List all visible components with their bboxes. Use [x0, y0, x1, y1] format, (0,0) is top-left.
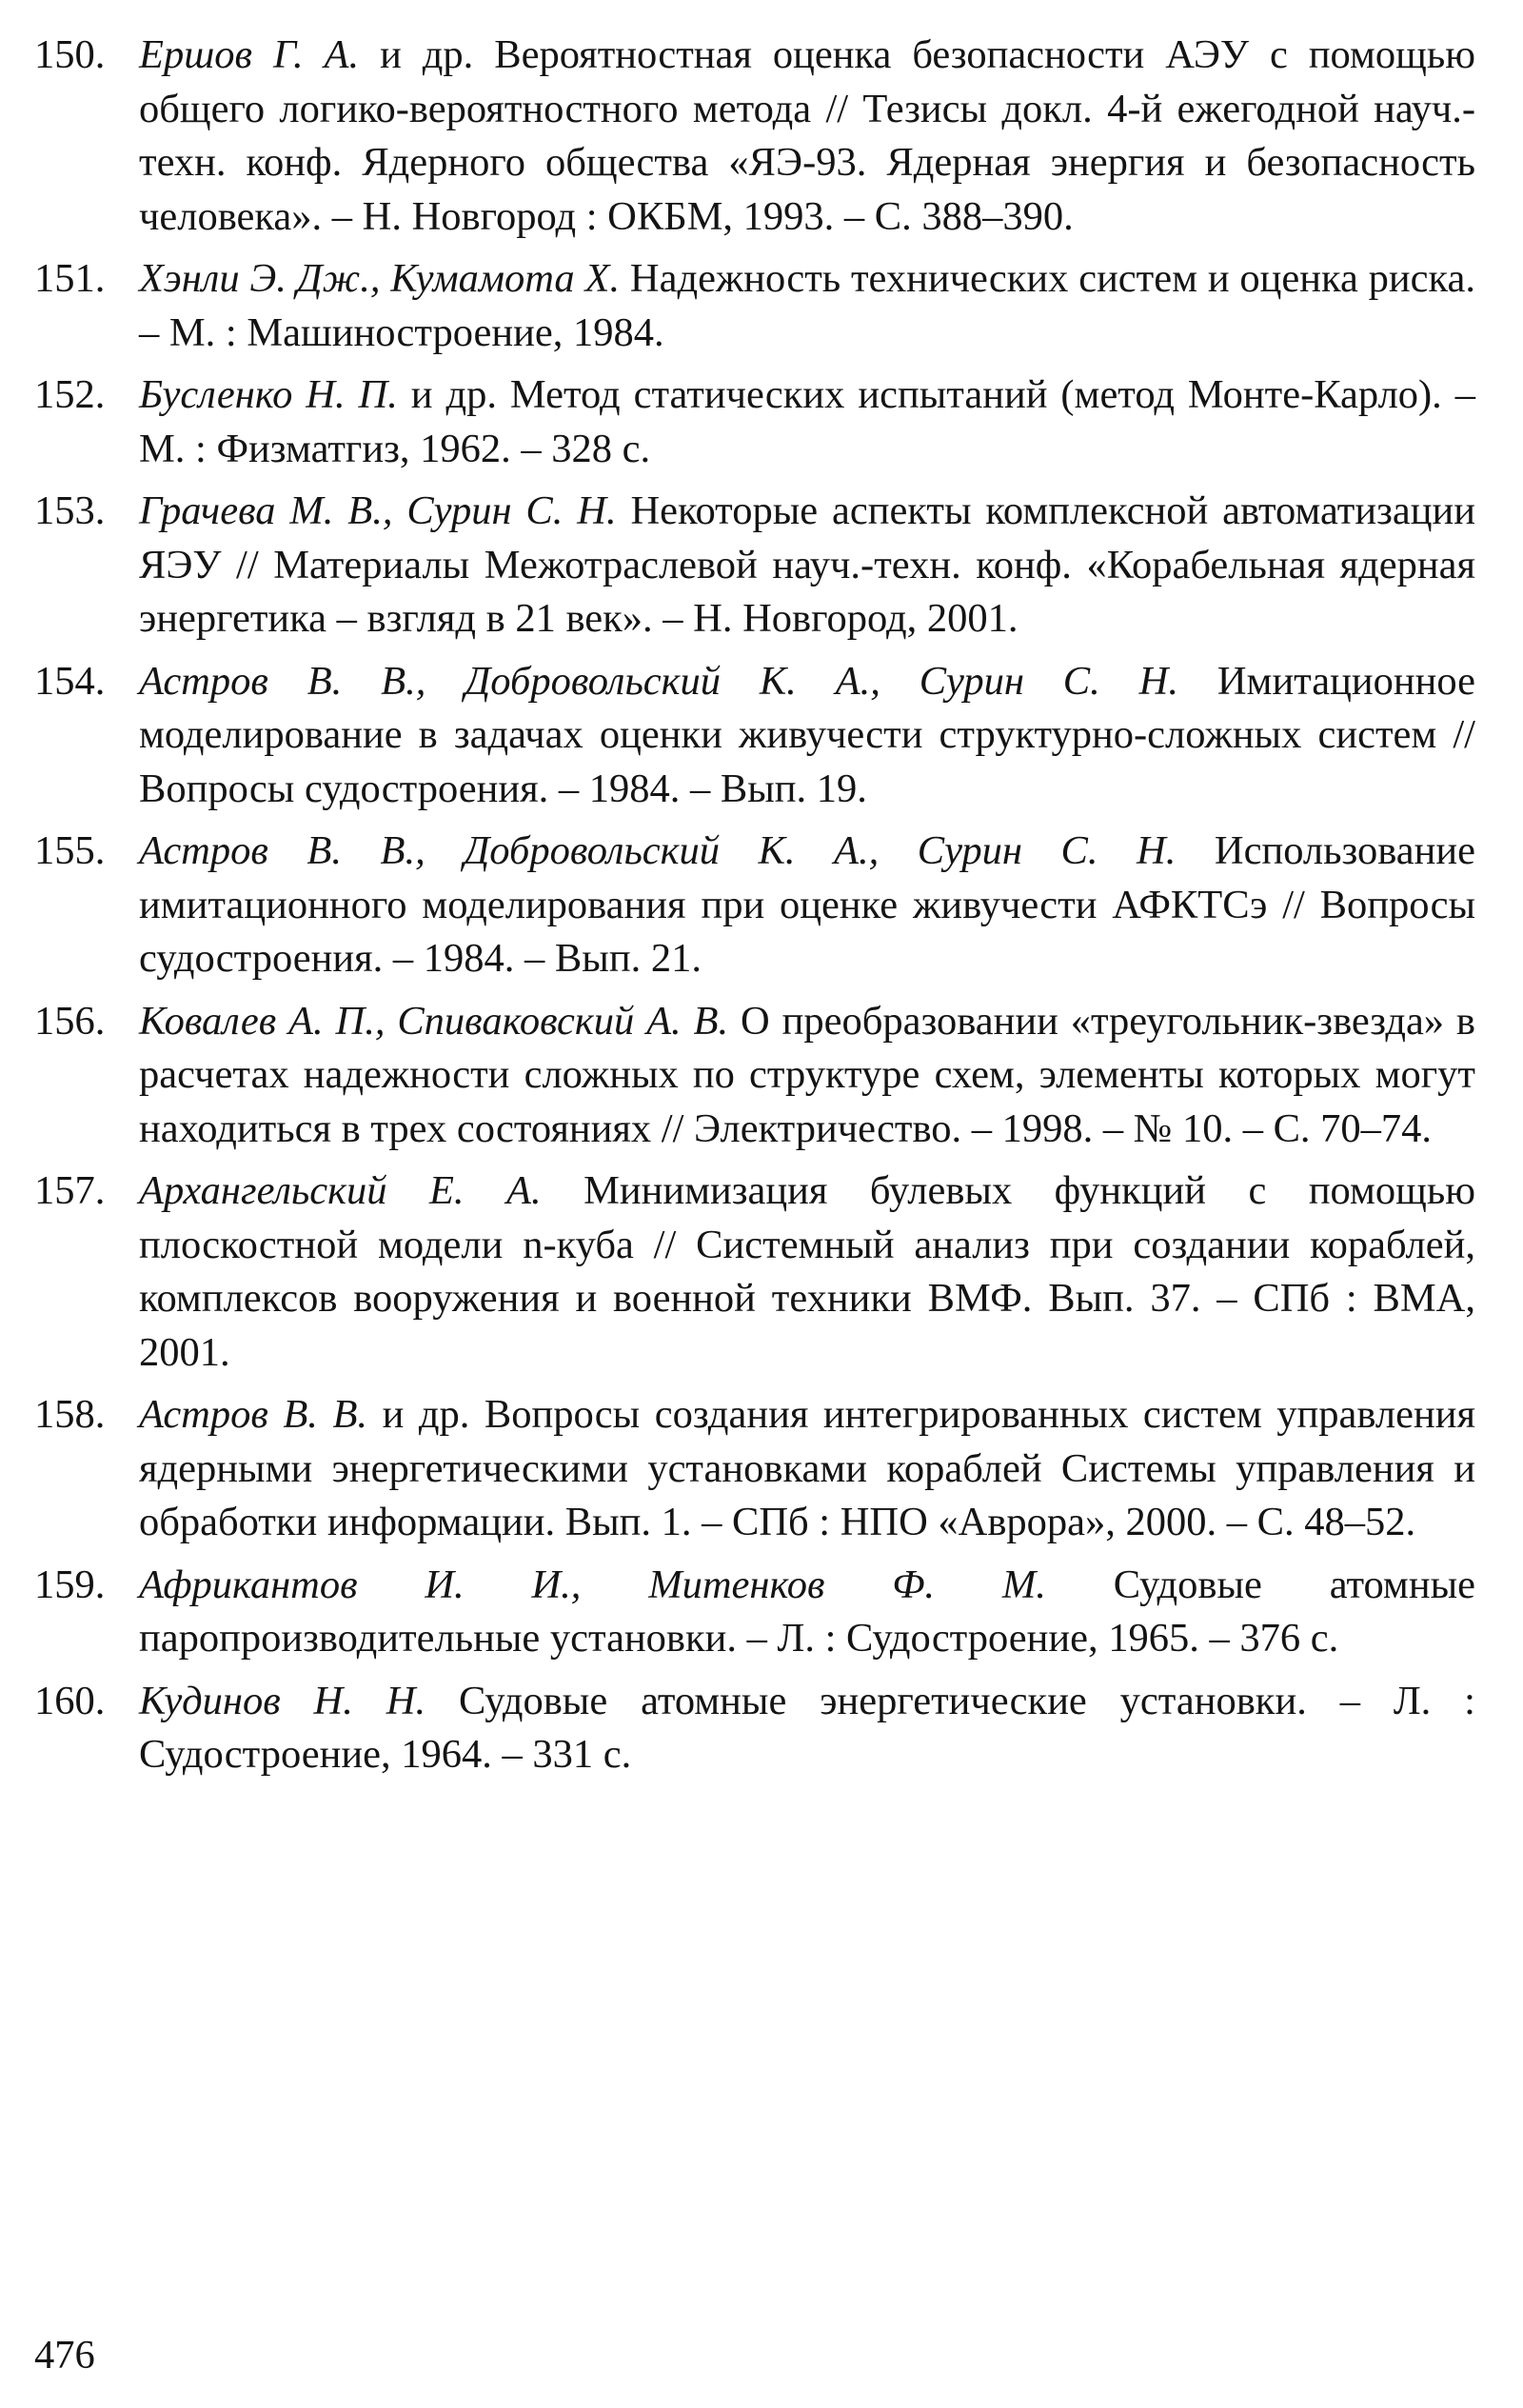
reference-text: Имитационное моделирование в задачах оценки живучести структурно-сложных систем // Вопросы судостроения. – 1984. – Вып. 19.: [139, 658, 1476, 811]
reference-text: Надежность технических систем и оценка риска. – М. : Машиностроение, 1984.: [139, 256, 1475, 355]
reference-authors: Африкантов И. И., Митенков Ф. М.: [139, 1562, 1046, 1607]
reference-text: О преобразовании «треугольник-звезда» в расчетах надежности сложных по структуре схем, элементы которых могут находиться в трех состояниях // Электричество. – 1998. – № 10. – С. 70–74.: [139, 998, 1475, 1151]
reference-number: 157.: [34, 1168, 106, 1213]
reference-text: Судовые атомные паропроизводительные установки. – Л. : Судостроение, 1965. – 376 с.: [139, 1562, 1475, 1661]
reference-item: [34, 655, 1475, 817]
reference-item: [34, 485, 1475, 647]
reference-text: и др. Вопросы создания интегрированных систем управления ядерными энергетическими установками кораблей Системы управления и обработки информации. Вып. 1. – СПб : НПО «Аврора», 2000. – С. 48–52.: [139, 1392, 1475, 1544]
reference-number: 150.: [34, 32, 106, 77]
reference-item: [34, 29, 1475, 244]
reference-text: Использование имитационного моделирования при оценке живучести АФКТСэ // Вопросы судостроения. – 1984. – Вып. 21.: [139, 828, 1476, 981]
reference-item: [34, 1388, 1475, 1550]
reference-text: и др. Вероятностная оценка безопасности АЭУ с помощью общего логико-вероятностного метода // Тезисы докл. 4-й ежегодной науч.-техн. конф. Ядерного общества «ЯЭ-93. Ядерная энергия и безопасность человека». – Н. Новгород : ОКБМ, 1993. – С. 388–390.: [139, 32, 1476, 239]
reference-authors: Ершов Г. А.: [139, 32, 360, 77]
reference-item: [34, 825, 1475, 986]
reference-number: 158.: [34, 1392, 106, 1437]
reference-text: Судовые атомные энергетические установки. – Л. : Судостроение, 1964. – 331 с.: [139, 1678, 1475, 1777]
reference-item: [34, 1559, 1475, 1666]
reference-number: 152.: [34, 372, 106, 417]
reference-number: 156.: [34, 998, 106, 1044]
reference-authors: Кудинов Н. Н.: [139, 1678, 426, 1723]
reference-number: 159.: [34, 1562, 106, 1607]
reference-text: и др. Метод статических испытаний (метод Монте-Карло). – М. : Физматгиз, 1962. – 328 с.: [139, 372, 1475, 471]
reference-text: Некоторые аспекты комплексной автоматизации ЯЭУ // Материалы Межотраслевой науч.-техн. конф. «Корабельная ядерная энергетика – взгляд в 21 век». – Н. Новгород, 2001.: [139, 488, 1475, 641]
reference-authors: Грачева М. В., Сурин С. Н.: [139, 488, 617, 533]
reference-number: 160.: [34, 1678, 106, 1723]
page-number: 476: [34, 2333, 95, 2378]
reference-item: [34, 1675, 1475, 1782]
reference-authors: Астров В. В.: [139, 1392, 368, 1437]
reference-number: 153.: [34, 488, 106, 533]
reference-number: 154.: [34, 658, 106, 704]
reference-item: [34, 252, 1475, 360]
reference-text: Минимизация булевых функций с помощью плоскостной модели n-куба // Системный анализ при создании кораблей, комплексов вооружения и военной техники ВМФ. Вып. 37. – СПб : ВМА, 2001.: [139, 1168, 1476, 1375]
reference-authors: Хэнли Э. Дж., Кумамота Х.: [139, 256, 621, 301]
reference-number: 155.: [34, 828, 106, 873]
reference-list: [34, 29, 1475, 1791]
reference-authors: Архангельский Е. А.: [139, 1168, 542, 1213]
reference-item: [34, 368, 1475, 476]
reference-authors: Астров В. В., Добровольский К. А., Сурин С. Н.: [139, 828, 1177, 873]
reference-authors: Астров В. В., Добровольский К. А., Сурин С. Н.: [139, 658, 1178, 704]
reference-item: [34, 1164, 1475, 1380]
reference-authors: Ковалев А. П., Спиваковский А. В.: [139, 998, 729, 1044]
reference-item: [34, 995, 1475, 1157]
reference-number: 151.: [34, 256, 106, 301]
reference-authors: Бусленко Н. П.: [139, 372, 398, 417]
